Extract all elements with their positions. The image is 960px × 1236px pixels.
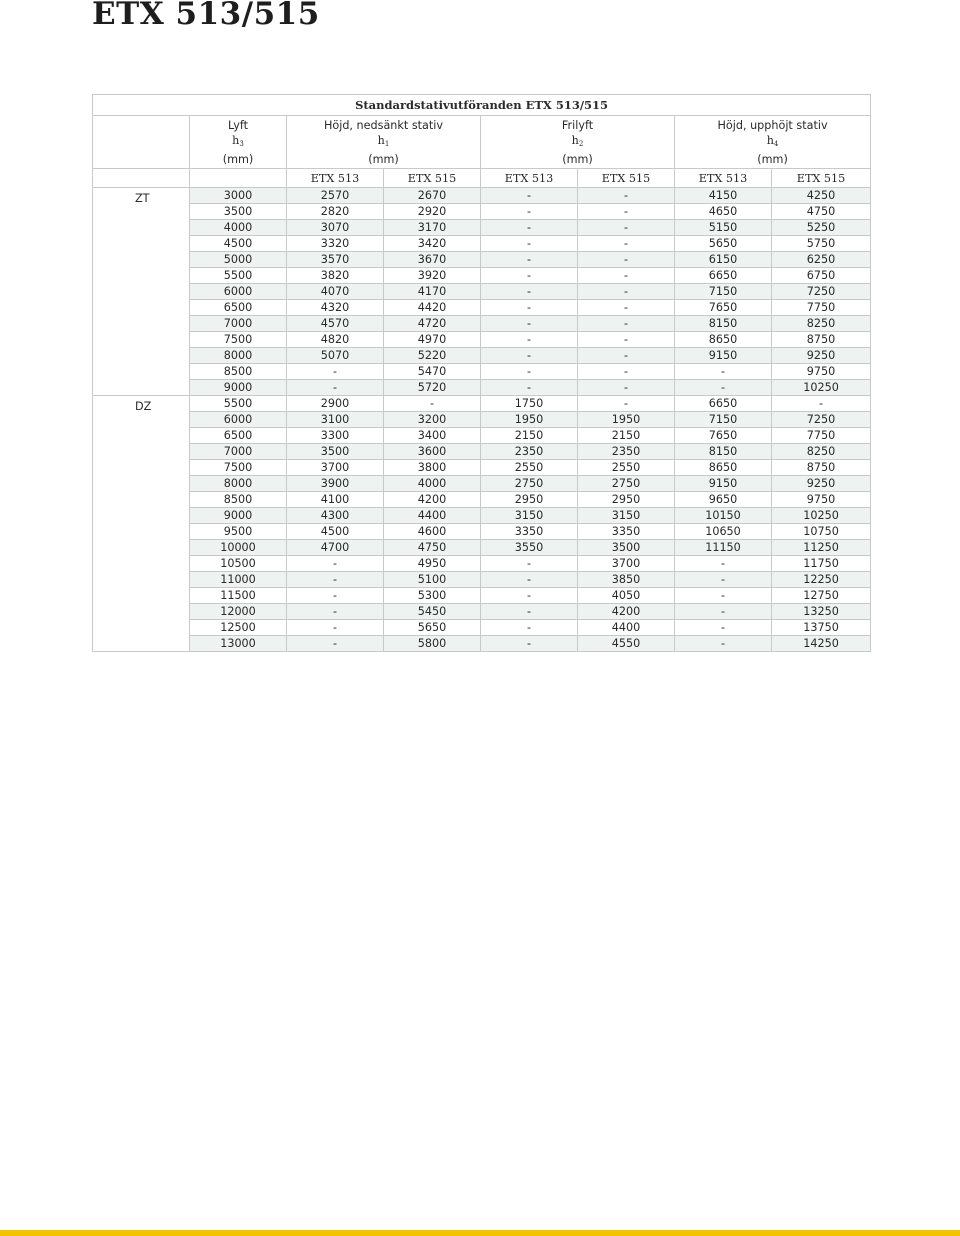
table-cell: 5100 (384, 572, 481, 588)
table-cell: - (481, 364, 578, 380)
table-row (93, 476, 871, 492)
table-cell: 2920 (384, 204, 481, 220)
table-cell: 9250 (772, 348, 871, 364)
table-cell: 3350 (481, 524, 578, 540)
table-cell: - (384, 396, 481, 412)
table-cell: - (578, 188, 675, 204)
table-cell: 2950 (481, 492, 578, 508)
table-cell: - (481, 204, 578, 220)
table-cell: 4070 (287, 284, 384, 300)
table-cell: - (287, 604, 384, 620)
table-caption: Standardstativutföranden ETX 513/515 (93, 95, 871, 116)
table-cell: - (481, 636, 578, 652)
header-freelift-unit: (mm) (562, 152, 593, 166)
table-cell: 8000 (190, 348, 287, 364)
table-cell: 3100 (287, 412, 384, 428)
table-row (93, 252, 871, 268)
table-cell: 2750 (481, 476, 578, 492)
table-cell: 8650 (675, 460, 772, 476)
table-cell: - (481, 348, 578, 364)
table-cell: 4200 (384, 492, 481, 508)
table-row (93, 556, 871, 572)
table-cell: 4420 (384, 300, 481, 316)
table-cell: - (481, 556, 578, 572)
table-cell: 7750 (772, 300, 871, 316)
table-cell: - (578, 364, 675, 380)
header-freelift-symbol: $h_2$ (571, 133, 584, 148)
header-lift-symbol: $h_3$ (232, 133, 244, 148)
table-cell: 8750 (772, 332, 871, 348)
table-cell: 2350 (578, 444, 675, 460)
table-cell: - (578, 396, 675, 412)
table-cell: 7150 (675, 284, 772, 300)
table-cell: - (772, 396, 871, 412)
table-row (93, 540, 871, 556)
table-cell: 9650 (675, 492, 772, 508)
table-cell: 4400 (384, 508, 481, 524)
table-row (93, 444, 871, 460)
table-cell: - (578, 236, 675, 252)
table-cell: 9000 (190, 380, 287, 396)
table-cell: 2150 (481, 428, 578, 444)
table-row (93, 460, 871, 476)
table-row (93, 508, 871, 524)
table-cell: 4820 (287, 332, 384, 348)
table-cell: 7650 (675, 300, 772, 316)
table-cell: 11750 (772, 556, 871, 572)
table-cell: - (578, 204, 675, 220)
table-cell: 13250 (772, 604, 871, 620)
table-cell: - (481, 332, 578, 348)
table-row (93, 332, 871, 348)
table-cell: - (578, 348, 675, 364)
table-cell: 9750 (772, 492, 871, 508)
mast-spec-table (92, 94, 871, 652)
table-cell: 14250 (772, 636, 871, 652)
table-cell: 10500 (190, 556, 287, 572)
table-cell: 5500 (190, 268, 287, 284)
table-cell: 6250 (772, 252, 871, 268)
model-header: ETX 515 (384, 169, 481, 188)
table-cell: - (481, 380, 578, 396)
table-cell: 2900 (287, 396, 384, 412)
table-cell: 3850 (578, 572, 675, 588)
table-row (93, 588, 871, 604)
table-cell: 3320 (287, 236, 384, 252)
table-cell: 3150 (481, 508, 578, 524)
table-cell: - (481, 604, 578, 620)
table-cell: 5650 (384, 620, 481, 636)
table-cell: 9750 (772, 364, 871, 380)
table-cell: - (675, 588, 772, 604)
model-corner-lift (190, 169, 287, 188)
table-cell: 1750 (481, 396, 578, 412)
table-cell: 8000 (190, 476, 287, 492)
table-cell: 11000 (190, 572, 287, 588)
table-row (93, 268, 871, 284)
table-cell: 6500 (190, 300, 287, 316)
table-cell: 9500 (190, 524, 287, 540)
table-cell: 3600 (384, 444, 481, 460)
header-raised-symbol: $h_4$ (766, 133, 779, 148)
table-cell: 4720 (384, 316, 481, 332)
table-cell: 4650 (675, 204, 772, 220)
table-cell: 2550 (578, 460, 675, 476)
header-lowered-unit: (mm) (368, 152, 399, 166)
table-cell: 3900 (287, 476, 384, 492)
table-cell: 7150 (675, 412, 772, 428)
table-cell: 11150 (675, 540, 772, 556)
table-cell: 5800 (384, 636, 481, 652)
table-cell: - (287, 620, 384, 636)
table-cell: 4150 (675, 188, 772, 204)
table-cell: - (578, 300, 675, 316)
table-cell: 2550 (481, 460, 578, 476)
table-cell: 3500 (190, 204, 287, 220)
model-header: ETX 513 (481, 169, 578, 188)
table-cell: 5450 (384, 604, 481, 620)
table-cell: 8150 (675, 316, 772, 332)
table-row (93, 220, 871, 236)
table-cell: 5150 (675, 220, 772, 236)
table-cell: 3200 (384, 412, 481, 428)
table-cell: 4100 (287, 492, 384, 508)
table-cell: - (675, 604, 772, 620)
table-cell: 5000 (190, 252, 287, 268)
header-lowered (287, 116, 481, 169)
header-corner (93, 116, 190, 169)
table-cell: - (675, 364, 772, 380)
table-cell: - (578, 252, 675, 268)
table-cell: 10750 (772, 524, 871, 540)
table-cell: 3500 (287, 444, 384, 460)
header-raised (675, 116, 871, 169)
table-row (93, 572, 871, 588)
table-cell: - (675, 636, 772, 652)
header-lowered-label: Höjd, nedsänkt stativ (323, 118, 444, 132)
table-cell: 6650 (675, 268, 772, 284)
model-header: ETX 513 (287, 169, 384, 188)
table-row (93, 380, 871, 396)
table-cell: 5250 (772, 220, 871, 236)
header-freelift-label: Frilyft (561, 118, 594, 132)
table-cell: 8650 (675, 332, 772, 348)
table-cell: 3150 (578, 508, 675, 524)
table-row (93, 412, 871, 428)
table-cell: 8250 (772, 316, 871, 332)
table-cell: 7250 (772, 284, 871, 300)
table-row (93, 300, 871, 316)
table-cell: 4250 (772, 188, 871, 204)
table-cell: 4700 (287, 540, 384, 556)
group-label: ZT (93, 188, 190, 396)
table-cell: 7500 (190, 460, 287, 476)
table-cell: 8500 (190, 492, 287, 508)
table-cell: 4570 (287, 316, 384, 332)
header-freelift (481, 116, 675, 169)
table-cell: 2150 (578, 428, 675, 444)
table-cell: 7650 (675, 428, 772, 444)
table-cell: - (675, 380, 772, 396)
table-cell: 12000 (190, 604, 287, 620)
table-cell: - (481, 284, 578, 300)
table-cell: 4050 (578, 588, 675, 604)
table-cell: 3700 (578, 556, 675, 572)
table-cell: 4320 (287, 300, 384, 316)
header-lowered-symbol: $h_1$ (377, 133, 390, 148)
table-cell: 5300 (384, 588, 481, 604)
table-cell: 8750 (772, 460, 871, 476)
table-cell: 12500 (190, 620, 287, 636)
table-cell: - (481, 300, 578, 316)
group-label: DZ (93, 396, 190, 652)
table-cell: 3700 (287, 460, 384, 476)
table-cell: 4600 (384, 524, 481, 540)
header-raised-label: Höjd, upphöjt stativ (717, 118, 828, 132)
table-cell: 3550 (481, 540, 578, 556)
table-cell: 3170 (384, 220, 481, 236)
table-cell: - (481, 268, 578, 284)
table-cell: 3820 (287, 268, 384, 284)
table-cell: 3400 (384, 428, 481, 444)
table-cell: 8250 (772, 444, 871, 460)
table-cell: - (675, 556, 772, 572)
table-cell: 2820 (287, 204, 384, 220)
table-cell: - (287, 556, 384, 572)
table-cell: 4300 (287, 508, 384, 524)
table-cell: 4000 (190, 220, 287, 236)
table-cell: 3570 (287, 252, 384, 268)
table-row (93, 428, 871, 444)
table-cell: 3070 (287, 220, 384, 236)
table-cell: 10650 (675, 524, 772, 540)
table-cell: 5070 (287, 348, 384, 364)
table-cell: - (481, 236, 578, 252)
page-title: ETX 513/515 (92, 0, 320, 32)
table-cell: 4500 (190, 236, 287, 252)
table-cell: - (481, 316, 578, 332)
table-cell: 1950 (481, 412, 578, 428)
table-cell: 5750 (772, 236, 871, 252)
table-cell: - (287, 636, 384, 652)
table-cell: - (578, 268, 675, 284)
table-cell: 12750 (772, 588, 871, 604)
table-cell: - (578, 380, 675, 396)
table-cell: 3500 (578, 540, 675, 556)
table-cell: 3300 (287, 428, 384, 444)
table-cell: 9000 (190, 508, 287, 524)
table-cell: 3000 (190, 188, 287, 204)
model-header: ETX 515 (772, 169, 871, 188)
table-cell: 4400 (578, 620, 675, 636)
table-cell: - (481, 588, 578, 604)
table-cell: 6500 (190, 428, 287, 444)
table-row (93, 364, 871, 380)
table-cell: - (675, 572, 772, 588)
table-row (93, 236, 871, 252)
table-cell: - (287, 364, 384, 380)
table-cell: 4970 (384, 332, 481, 348)
table-row (93, 396, 871, 412)
table-cell: - (287, 572, 384, 588)
table-cell: 6150 (675, 252, 772, 268)
table-cell: 9150 (675, 348, 772, 364)
table-cell: 4500 (287, 524, 384, 540)
table-cell: 4950 (384, 556, 481, 572)
table-cell: 5650 (675, 236, 772, 252)
table-cell: 2570 (287, 188, 384, 204)
header-raised-unit: (mm) (757, 152, 788, 166)
table-cell: 6750 (772, 268, 871, 284)
table-row (93, 636, 871, 652)
header-lift-label: Lyft (228, 118, 248, 132)
table-cell: 8500 (190, 364, 287, 380)
table-cell: 3920 (384, 268, 481, 284)
table-cell: 10250 (772, 380, 871, 396)
table-body (93, 188, 871, 652)
table-cell: 7250 (772, 412, 871, 428)
table-cell: 1950 (578, 412, 675, 428)
header-lift (190, 116, 287, 169)
table-row (93, 492, 871, 508)
model-header: ETX 515 (578, 169, 675, 188)
table-cell: 7500 (190, 332, 287, 348)
table-cell: - (578, 220, 675, 236)
table-cell: 4550 (578, 636, 675, 652)
table-cell: 4750 (384, 540, 481, 556)
table-cell: 2670 (384, 188, 481, 204)
table-cell: 4750 (772, 204, 871, 220)
table-cell: - (481, 620, 578, 636)
table-cell: 10250 (772, 508, 871, 524)
table-cell: 10150 (675, 508, 772, 524)
table-cell: - (578, 316, 675, 332)
table-cell: 3670 (384, 252, 481, 268)
table-row (93, 188, 871, 204)
table-cell: 3800 (384, 460, 481, 476)
table-cell: 4170 (384, 284, 481, 300)
table-cell: 5500 (190, 396, 287, 412)
table-cell: 6650 (675, 396, 772, 412)
table-cell: - (481, 220, 578, 236)
table-cell: 13750 (772, 620, 871, 636)
table-cell: - (481, 188, 578, 204)
model-corner (93, 169, 190, 188)
table-cell: 6000 (190, 284, 287, 300)
table-cell: - (578, 332, 675, 348)
table-cell: - (675, 620, 772, 636)
table-cell: - (481, 572, 578, 588)
table-cell: 10000 (190, 540, 287, 556)
table-cell: 5220 (384, 348, 481, 364)
table-cell: 8150 (675, 444, 772, 460)
table-cell: 2350 (481, 444, 578, 460)
header-lift-unit: (mm) (222, 152, 254, 166)
table-row (93, 348, 871, 364)
table-cell: - (481, 252, 578, 268)
table-cell: 11500 (190, 588, 287, 604)
table-row (93, 524, 871, 540)
table-cell: 12250 (772, 572, 871, 588)
table-cell: 3350 (578, 524, 675, 540)
table-cell: 3420 (384, 236, 481, 252)
table-cell: 9250 (772, 476, 871, 492)
table-row (93, 284, 871, 300)
table-cell: 9150 (675, 476, 772, 492)
table-row (93, 316, 871, 332)
table-cell: 11250 (772, 540, 871, 556)
table-row (93, 604, 871, 620)
model-header: ETX 513 (675, 169, 772, 188)
table-row (93, 204, 871, 220)
table-cell: 7000 (190, 444, 287, 460)
table-cell: 13000 (190, 636, 287, 652)
table-cell: 4000 (384, 476, 481, 492)
table-cell: 5720 (384, 380, 481, 396)
table-cell: 6000 (190, 412, 287, 428)
footer-accent-bar (0, 1230, 960, 1236)
table-cell: 2750 (578, 476, 675, 492)
table-cell: 4200 (578, 604, 675, 620)
table-cell: - (287, 380, 384, 396)
table-cell: 7750 (772, 428, 871, 444)
table-cell: - (578, 284, 675, 300)
table-cell: 7000 (190, 316, 287, 332)
table-cell: 2950 (578, 492, 675, 508)
table-cell: 5470 (384, 364, 481, 380)
table-row (93, 620, 871, 636)
table-cell: - (287, 588, 384, 604)
